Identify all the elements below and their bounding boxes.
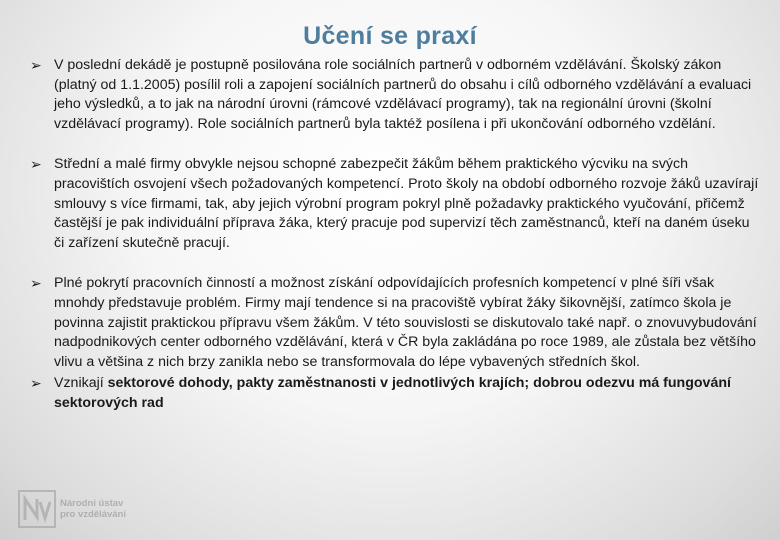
arrow-bullet-icon: ➢	[30, 57, 42, 73]
logo-text	[60, 498, 126, 520]
bullet-list	[30, 56, 760, 414]
bullet-text: Plné pokrytí pracovních činností a možnost získání odpovídajících profesních kompetencí v plné šíři však mnohdy představuje problém. Firmy mají tendence si na pracoviště vybírat žáky šikovnější, zatímco škola je povinna zajistit praktickou přípravu všem žákům. V této souvislosti se diskutovalo také např. o znovuvybudování nadpodnikových center odborného vzdělávání, která v ČR byla zakládána po roce 1989, ale zůstala bez většího vlivu a většina z nich brzy zanikla nebo se transformovala do lépe vybavených středních škol.	[54, 275, 757, 370]
arrow-bullet-icon: ➢	[30, 375, 42, 392]
bullet-text: Střední a malé firmy obvykle nejsou schopné zabezpečit žákům během praktického výcviku na svých pracovištích osvojení všech požadovaných kompetencí. Proto školy na období odborného rozvoje žáků uzavírají smlouvy s více firmami, tak, aby jejich výrobní program pokryl plně požadavky praktického vyučování, přičemž častější je pak individuální příprava žáka, který pracuje pod supervizí těch zaměstnanců, kteří na daném úseku či zařízení skutečně pracují.	[54, 156, 759, 251]
institution-logo	[18, 490, 158, 530]
logo-line-2: pro vzdělávání	[60, 509, 126, 520]
bullet-item	[30, 155, 760, 253]
bullet-text-bold: sektorové dohody, pakty zaměstnanosti v jednotlivých krajích; dobrou odezvu má fungování sektorových rad	[54, 375, 731, 411]
bullet-item	[30, 374, 760, 413]
bullet-text: V poslední dekádě je postupně posilována role sociálních partnerů v odborném vzdělávání. Školský zákon (platný od 1.1.2005) posílil roli a zapojení sociálních partnerů do obsahu i cílů odborného vzdělávání a evaluaci jeho výsledků, a to jak na národní úrovni (rámcové vzdělávací programy), tak na regionální úrovni (školní vzdělávací programy). Role sociálních partnerů byla taktéž posílena i při ukončování odborného vzdělání.	[54, 57, 752, 132]
arrow-bullet-icon: ➢	[30, 156, 42, 173]
slide-title: Učení se praxí	[303, 22, 477, 50]
nuv-logo-icon	[18, 490, 56, 528]
bullet-item	[30, 56, 760, 134]
bullet-text-prefix: Vznikají	[54, 375, 108, 392]
arrow-bullet-icon: ➢	[30, 275, 42, 292]
bullet-item	[30, 274, 760, 372]
logo-line-1: Národní ústav	[60, 498, 124, 509]
